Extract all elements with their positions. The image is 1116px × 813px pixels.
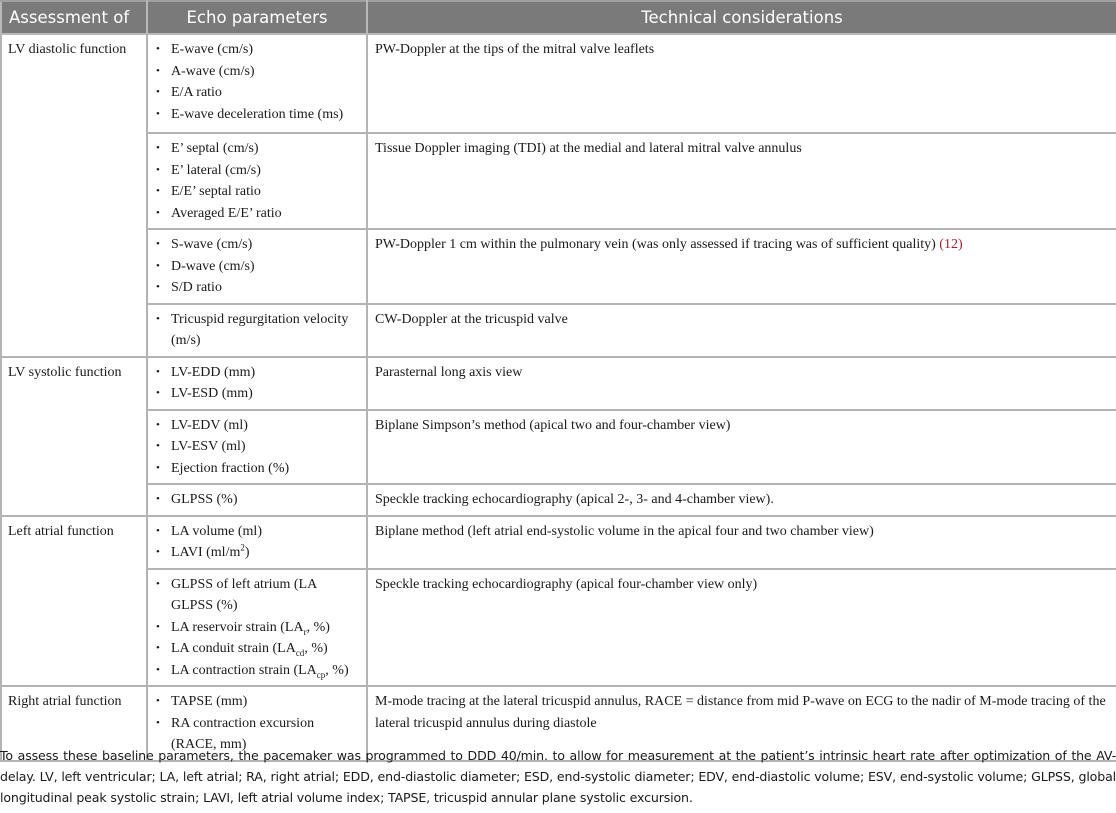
bullet-icon: • bbox=[156, 107, 160, 120]
bullet-icon: • bbox=[156, 163, 160, 176]
param-item: • E-wave deceleration time (ms) bbox=[155, 104, 360, 126]
technical-cell: M-mode tracing at the lateral tricuspid annulus, RACE = distance from mid P-wave on ECG to the nadir of M-mode tracing of the lateral tricuspid annulus during diastole bbox=[367, 686, 1116, 761]
param-item: • LAVI $(ml/m^2)$ bbox=[155, 542, 360, 564]
bullet-icon: • bbox=[156, 238, 160, 250]
param-item: • LA conduit strain ($LA_{cd}$, %) bbox=[155, 638, 360, 660]
bullet-icon: • bbox=[156, 524, 160, 537]
echo-params-cell bbox=[147, 229, 367, 304]
echo-params-cell bbox=[147, 357, 367, 410]
table-row bbox=[1, 229, 1116, 304]
table-row bbox=[1, 34, 1116, 133]
echo-params-cell bbox=[147, 304, 367, 357]
param-item: • LA contraction strain ($LA_{cp}$, %) bbox=[155, 660, 360, 682]
param-item: • E/E’ septal ratio bbox=[155, 181, 360, 203]
echo-params-cell bbox=[147, 484, 367, 516]
param-list bbox=[155, 489, 360, 511]
echo-params-cell bbox=[147, 516, 367, 569]
table-row bbox=[1, 357, 1116, 410]
param-item: • E-wave (cm/s) bbox=[155, 39, 360, 61]
bullet-icon: • bbox=[156, 546, 160, 558]
group-label-left-atrial: Left atrial function bbox=[1, 516, 147, 687]
param-list bbox=[155, 521, 360, 564]
param-item: • LA volume (ml) bbox=[155, 521, 360, 543]
param-item: • TAPSE (mm) bbox=[155, 691, 360, 713]
table-row bbox=[1, 410, 1116, 485]
bullet-icon: • bbox=[156, 418, 160, 431]
param-item: • LV-ESD (mm) bbox=[155, 383, 360, 405]
technical-cell: Tissue Doppler imaging (TDI) at the medial and lateral mitral valve annulus bbox=[367, 133, 1116, 229]
technical-cell: PW-Doppler at the tips of the mitral valve leaflets bbox=[367, 34, 1116, 133]
bullet-icon: • bbox=[156, 577, 160, 590]
table-header-row bbox=[1, 1, 1116, 34]
bullet-icon: • bbox=[156, 86, 160, 98]
param-list bbox=[155, 39, 360, 125]
bullet-icon: • bbox=[156, 716, 160, 729]
bullet-icon: • bbox=[156, 663, 160, 676]
bullet-icon: • bbox=[156, 43, 160, 55]
table-row bbox=[1, 133, 1116, 229]
bullet-icon: • bbox=[156, 185, 160, 197]
bullet-icon: • bbox=[156, 461, 160, 474]
param-item: • E’ septal (cm/s) bbox=[155, 138, 360, 160]
table-row bbox=[1, 484, 1116, 516]
technical-cell: Speckle tracking echocardiography (apical four-chamber view only) bbox=[367, 569, 1116, 687]
table-footnote: To assess these baseline parameters, the pacemaker was programmed to DDD 40/min. to allow for measurement at the patient’s intrinsic heart rate after optimization of the AV-delay. LV, left ventricular; LA, left atrial; RA, right atrial; EDD, end-diastolic diameter; ESD, end-systolic diameter; EDV, end-diastolic volume; ESV, end-systolic volume; GLPSS, global longitudinal peak systolic strain; LAVI, left atrial volume index; TAPSE, tricuspid annular plane systolic excursion. bbox=[0, 748, 1116, 805]
bullet-icon: • bbox=[156, 620, 160, 633]
param-item: • D-wave (cm/s) bbox=[155, 256, 360, 278]
bullet-icon: • bbox=[156, 281, 160, 293]
bullet-icon: • bbox=[156, 142, 160, 154]
group-label-lv-diastolic: LV diastolic function bbox=[1, 34, 147, 357]
param-list bbox=[155, 234, 360, 299]
bullet-icon: • bbox=[156, 259, 160, 272]
technical-cell: CW-Doppler at the tricuspid valve bbox=[367, 304, 1116, 357]
bullet-icon: • bbox=[156, 642, 160, 654]
param-list bbox=[155, 138, 360, 224]
param-list bbox=[155, 309, 360, 352]
header-assessment-of: Assessment of bbox=[1, 1, 147, 34]
param-item: • Tricuspid regurgitation velocity (m/s) bbox=[155, 309, 360, 352]
param-list bbox=[155, 362, 360, 405]
param-item: • RA contraction excursion (RACE, mm) bbox=[155, 713, 360, 756]
group-label-right-atrial: Right atrial function bbox=[1, 686, 147, 761]
param-item: • S/D ratio bbox=[155, 277, 360, 299]
param-item: • S-wave (cm/s) bbox=[155, 234, 360, 256]
bullet-icon: • bbox=[156, 365, 160, 378]
table-row bbox=[1, 569, 1116, 687]
bullet-icon: • bbox=[156, 695, 160, 707]
param-item: • A-wave (cm/s) bbox=[155, 61, 360, 83]
group-label-lv-systolic: LV systolic function bbox=[1, 357, 147, 516]
technical-cell: PW-Doppler 1 cm within the pulmonary vein (was only assessed if tracing was of sufficient quality) (12) bbox=[367, 229, 1116, 304]
bullet-icon: • bbox=[156, 387, 160, 399]
param-list bbox=[155, 574, 360, 682]
header-technical-considerations: Technical considerations bbox=[367, 1, 1116, 34]
bullet-icon: • bbox=[156, 440, 160, 452]
citation-link[interactable]: (12) bbox=[939, 237, 963, 252]
param-item: • GLPSS of left atrium (LA GLPSS (%) bbox=[155, 574, 360, 617]
echo-params-cell bbox=[147, 569, 367, 687]
param-item: • E/A ratio bbox=[155, 82, 360, 104]
bullet-icon: • bbox=[156, 64, 160, 77]
param-item: • Ejection fraction (%) bbox=[155, 458, 360, 480]
param-item: • GLPSS (%) bbox=[155, 489, 360, 511]
echo-params-cell bbox=[147, 410, 367, 485]
param-item: • LV-EDD (mm) bbox=[155, 362, 360, 384]
bullet-icon: • bbox=[156, 312, 160, 325]
technical-cell: Parasternal long axis view bbox=[367, 357, 1116, 410]
bullet-icon: • bbox=[156, 206, 160, 219]
param-item: • LV-ESV (ml) bbox=[155, 436, 360, 458]
echo-params-cell bbox=[147, 133, 367, 229]
param-item: • LV-EDV (ml) bbox=[155, 415, 360, 437]
technical-cell: Speckle tracking echocardiography (apical 2-, 3- and 4-chamber view). bbox=[367, 484, 1116, 516]
bullet-icon: • bbox=[156, 493, 160, 505]
param-item: • Averaged E/E’ ratio bbox=[155, 203, 360, 225]
param-item: • E’ lateral (cm/s) bbox=[155, 160, 360, 182]
table-row bbox=[1, 516, 1116, 569]
param-list bbox=[155, 415, 360, 480]
header-echo-parameters: Echo parameters bbox=[147, 1, 367, 34]
technical-cell: Biplane method (left atrial end-systolic volume in the apical four and two chamber view) bbox=[367, 516, 1116, 569]
param-item: • LA reservoir strain ($LA_r$, %) bbox=[155, 617, 360, 639]
table-row bbox=[1, 304, 1116, 357]
technical-cell: Biplane Simpson’s method (apical two and four-chamber view) bbox=[367, 410, 1116, 485]
echo-params-cell bbox=[147, 34, 367, 133]
